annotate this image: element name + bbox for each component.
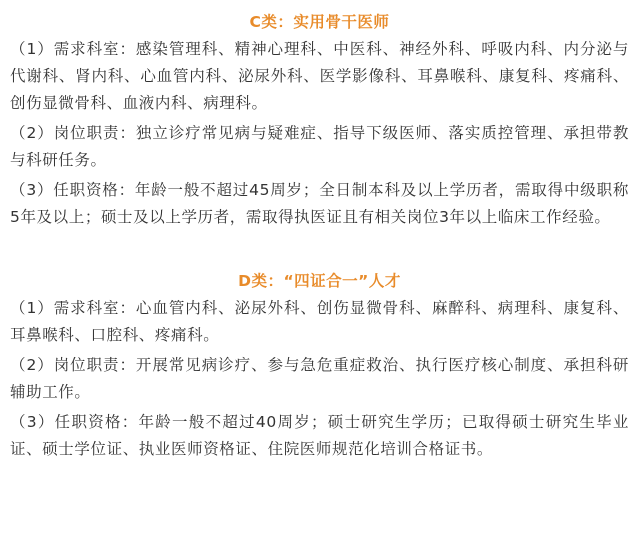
section-c-departments: （1）需求科室：感染管理科、精神心理科、中医科、神经外科、呼吸内科、内分泌与代谢科、肾内科、心血管内科、泌尿外科、医学影像科、耳鼻喉科、康复科、疼痛科、创伤显微骨科、血液内科、病理科。 bbox=[10, 40, 629, 112]
section-c-responsibilities: （2）岗位职责：独立诊疗常见病与疑难症、指导下级医师、落实质控管理、承担带教与科研任务。 bbox=[10, 124, 629, 169]
recruitment-document bbox=[0, 8, 637, 558]
section-c-body bbox=[10, 36, 629, 231]
section-d-responsibilities: （2）岗位职责：开展常见病诊疗、参与急危重症救治、执行医疗核心制度、承担科研辅助工作。 bbox=[10, 356, 629, 401]
section-c-qualifications: （3）任职资格：年龄一般不超过45周岁；全日制本科及以上学历者，需取得中级职称5年及以上；硕士及以上学历者，需取得执医证且有相关岗位3年以上临床工作经验。 bbox=[10, 181, 629, 226]
section-d-title: D类：“四证合一”人才 bbox=[238, 272, 401, 290]
section-d-body bbox=[10, 295, 629, 463]
section-d-qualifications: （3）任职资格：年龄一般不超过40周岁；硕士研究生学历；已取得硕士研究生毕业证、硕士学位证、执业医师资格证、住院医师规范化培训合格证书。 bbox=[10, 413, 629, 458]
section-d-departments: （1）需求科室：心血管内科、泌尿外科、创伤显微骨科、麻醉科、病理科、康复科、耳鼻喉科、口腔科、疼痛科。 bbox=[10, 299, 629, 344]
section-c-title: C类：实用骨干医师 bbox=[249, 13, 390, 31]
